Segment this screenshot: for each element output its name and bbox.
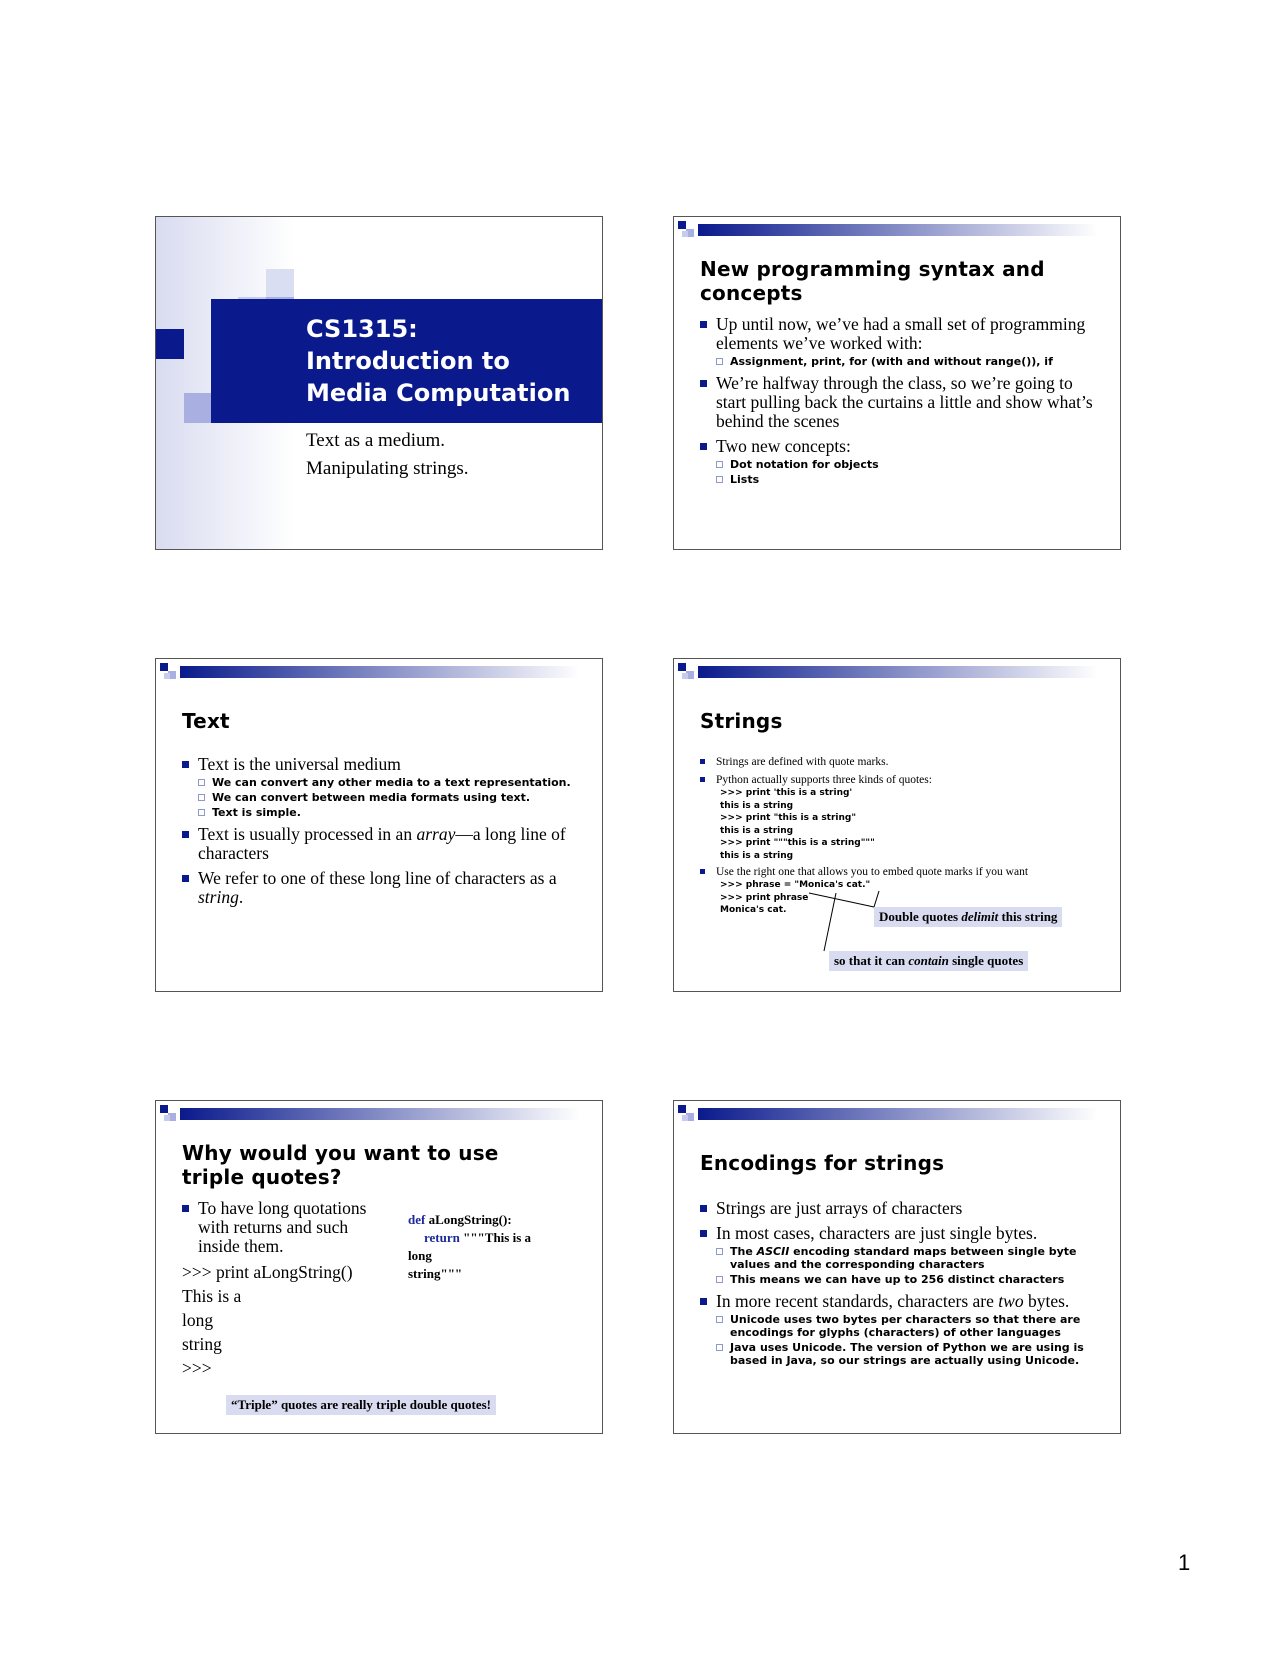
sub-bullet: We can convert any other media to a text representation. [182, 776, 584, 789]
header-decoration [674, 217, 1121, 247]
callout-arrows [674, 659, 1121, 992]
page-number: 1 [1178, 1550, 1191, 1575]
slide-heading: New programming syntax and concepts [700, 257, 1045, 305]
header-decoration [674, 1101, 1121, 1131]
bullet: Text is the universal medium [182, 755, 584, 774]
code-block: >>> print 'this is a string' this is a string >>> print "this is a string" this is a string >>> print """this is a string""" this is a string [720, 788, 875, 861]
callout-triple: “Triple” quotes are really triple double quotes! [226, 1395, 496, 1415]
slide-subtitle: Text as a medium. Manipulating strings. [306, 430, 469, 479]
slide-triple-quotes [155, 1100, 603, 1434]
sub-bullet: Text is simple. [182, 806, 584, 819]
sub-bullet: The ASCII encoding standard maps between single byte values and the corresponding characters [700, 1245, 1102, 1271]
sub-bullet: We can convert between media formats using text. [182, 791, 584, 804]
sub-bullet: Unicode uses two bytes per characters so that there are encodings for glyphs (characters) of other languages [700, 1313, 1102, 1339]
code-block: >>> phrase = "Monica's cat." >>> print phrase Monica's cat. [720, 880, 871, 915]
slide-syntax [673, 216, 1121, 550]
bullet: To have long quotations with returns and such inside them. [182, 1199, 372, 1256]
sub-bullet: Lists [700, 473, 1102, 486]
bullet: Python actually supports three kinds of quotes: [700, 773, 1102, 787]
bullet: We’re halfway through the class, so we’re going to start pulling back the curtains a little and show what’s behind the scenes [700, 374, 1102, 431]
callout-contain: so that it can contain single quotes [829, 951, 1028, 971]
bullet: Strings are defined with quote marks. [700, 755, 1102, 769]
slide-heading: Why would you want to use triple quotes? [182, 1141, 499, 1189]
slide-heading: Text [182, 709, 230, 733]
slide-title [155, 216, 603, 550]
sub-bullet: This means we can have up to 256 distinct characters [700, 1273, 1102, 1286]
program-output: >>> print aLongString() This is a long string >>> [182, 1262, 353, 1378]
slide-strings [673, 658, 1121, 992]
sub-bullet: Java uses Unicode. The version of Python we are using is based in Java, so our strings are actually using Unicode. [700, 1341, 1102, 1367]
decor-square [266, 269, 294, 297]
slide-body [700, 1199, 1102, 1367]
slide-body [700, 315, 1102, 486]
slide-body [182, 755, 584, 913]
header-decoration [156, 1101, 603, 1131]
header-decoration [156, 659, 603, 689]
slide-heading: Strings [700, 709, 783, 733]
bullet: In most cases, characters are just single bytes. [700, 1224, 1102, 1243]
bullet: Up until now, we’ve had a small set of programming elements we’ve worked with: [700, 315, 1102, 353]
sub-bullet: Dot notation for objects [700, 458, 1102, 471]
slide-text [155, 658, 603, 992]
bullet: Two new concepts: [700, 437, 1102, 456]
bullet: We refer to one of these long line of characters as a string. [182, 869, 584, 907]
callout-delimit: Double quotes delimit this string [874, 907, 1062, 927]
decor-square [184, 393, 212, 423]
slide-encodings [673, 1100, 1121, 1434]
bullet: Text is usually processed in an array—a long line of characters [182, 825, 584, 863]
bullet: Strings are just arrays of characters [700, 1199, 1102, 1218]
function-code: def aLongString(): return """This is a long string""" [408, 1212, 532, 1281]
decor-square [156, 329, 184, 359]
slide-title-text: CS1315: Introduction to Media Computation [306, 315, 571, 407]
bullet: In more recent standards, characters are two bytes. [700, 1292, 1102, 1311]
sub-bullet: Assignment, print, for (with and without range()), if [700, 355, 1102, 368]
bullet: Use the right one that allows you to embed quote marks if you want [700, 865, 1102, 879]
slide-heading: Encodings for strings [700, 1151, 945, 1175]
slide-body [182, 1199, 372, 1380]
